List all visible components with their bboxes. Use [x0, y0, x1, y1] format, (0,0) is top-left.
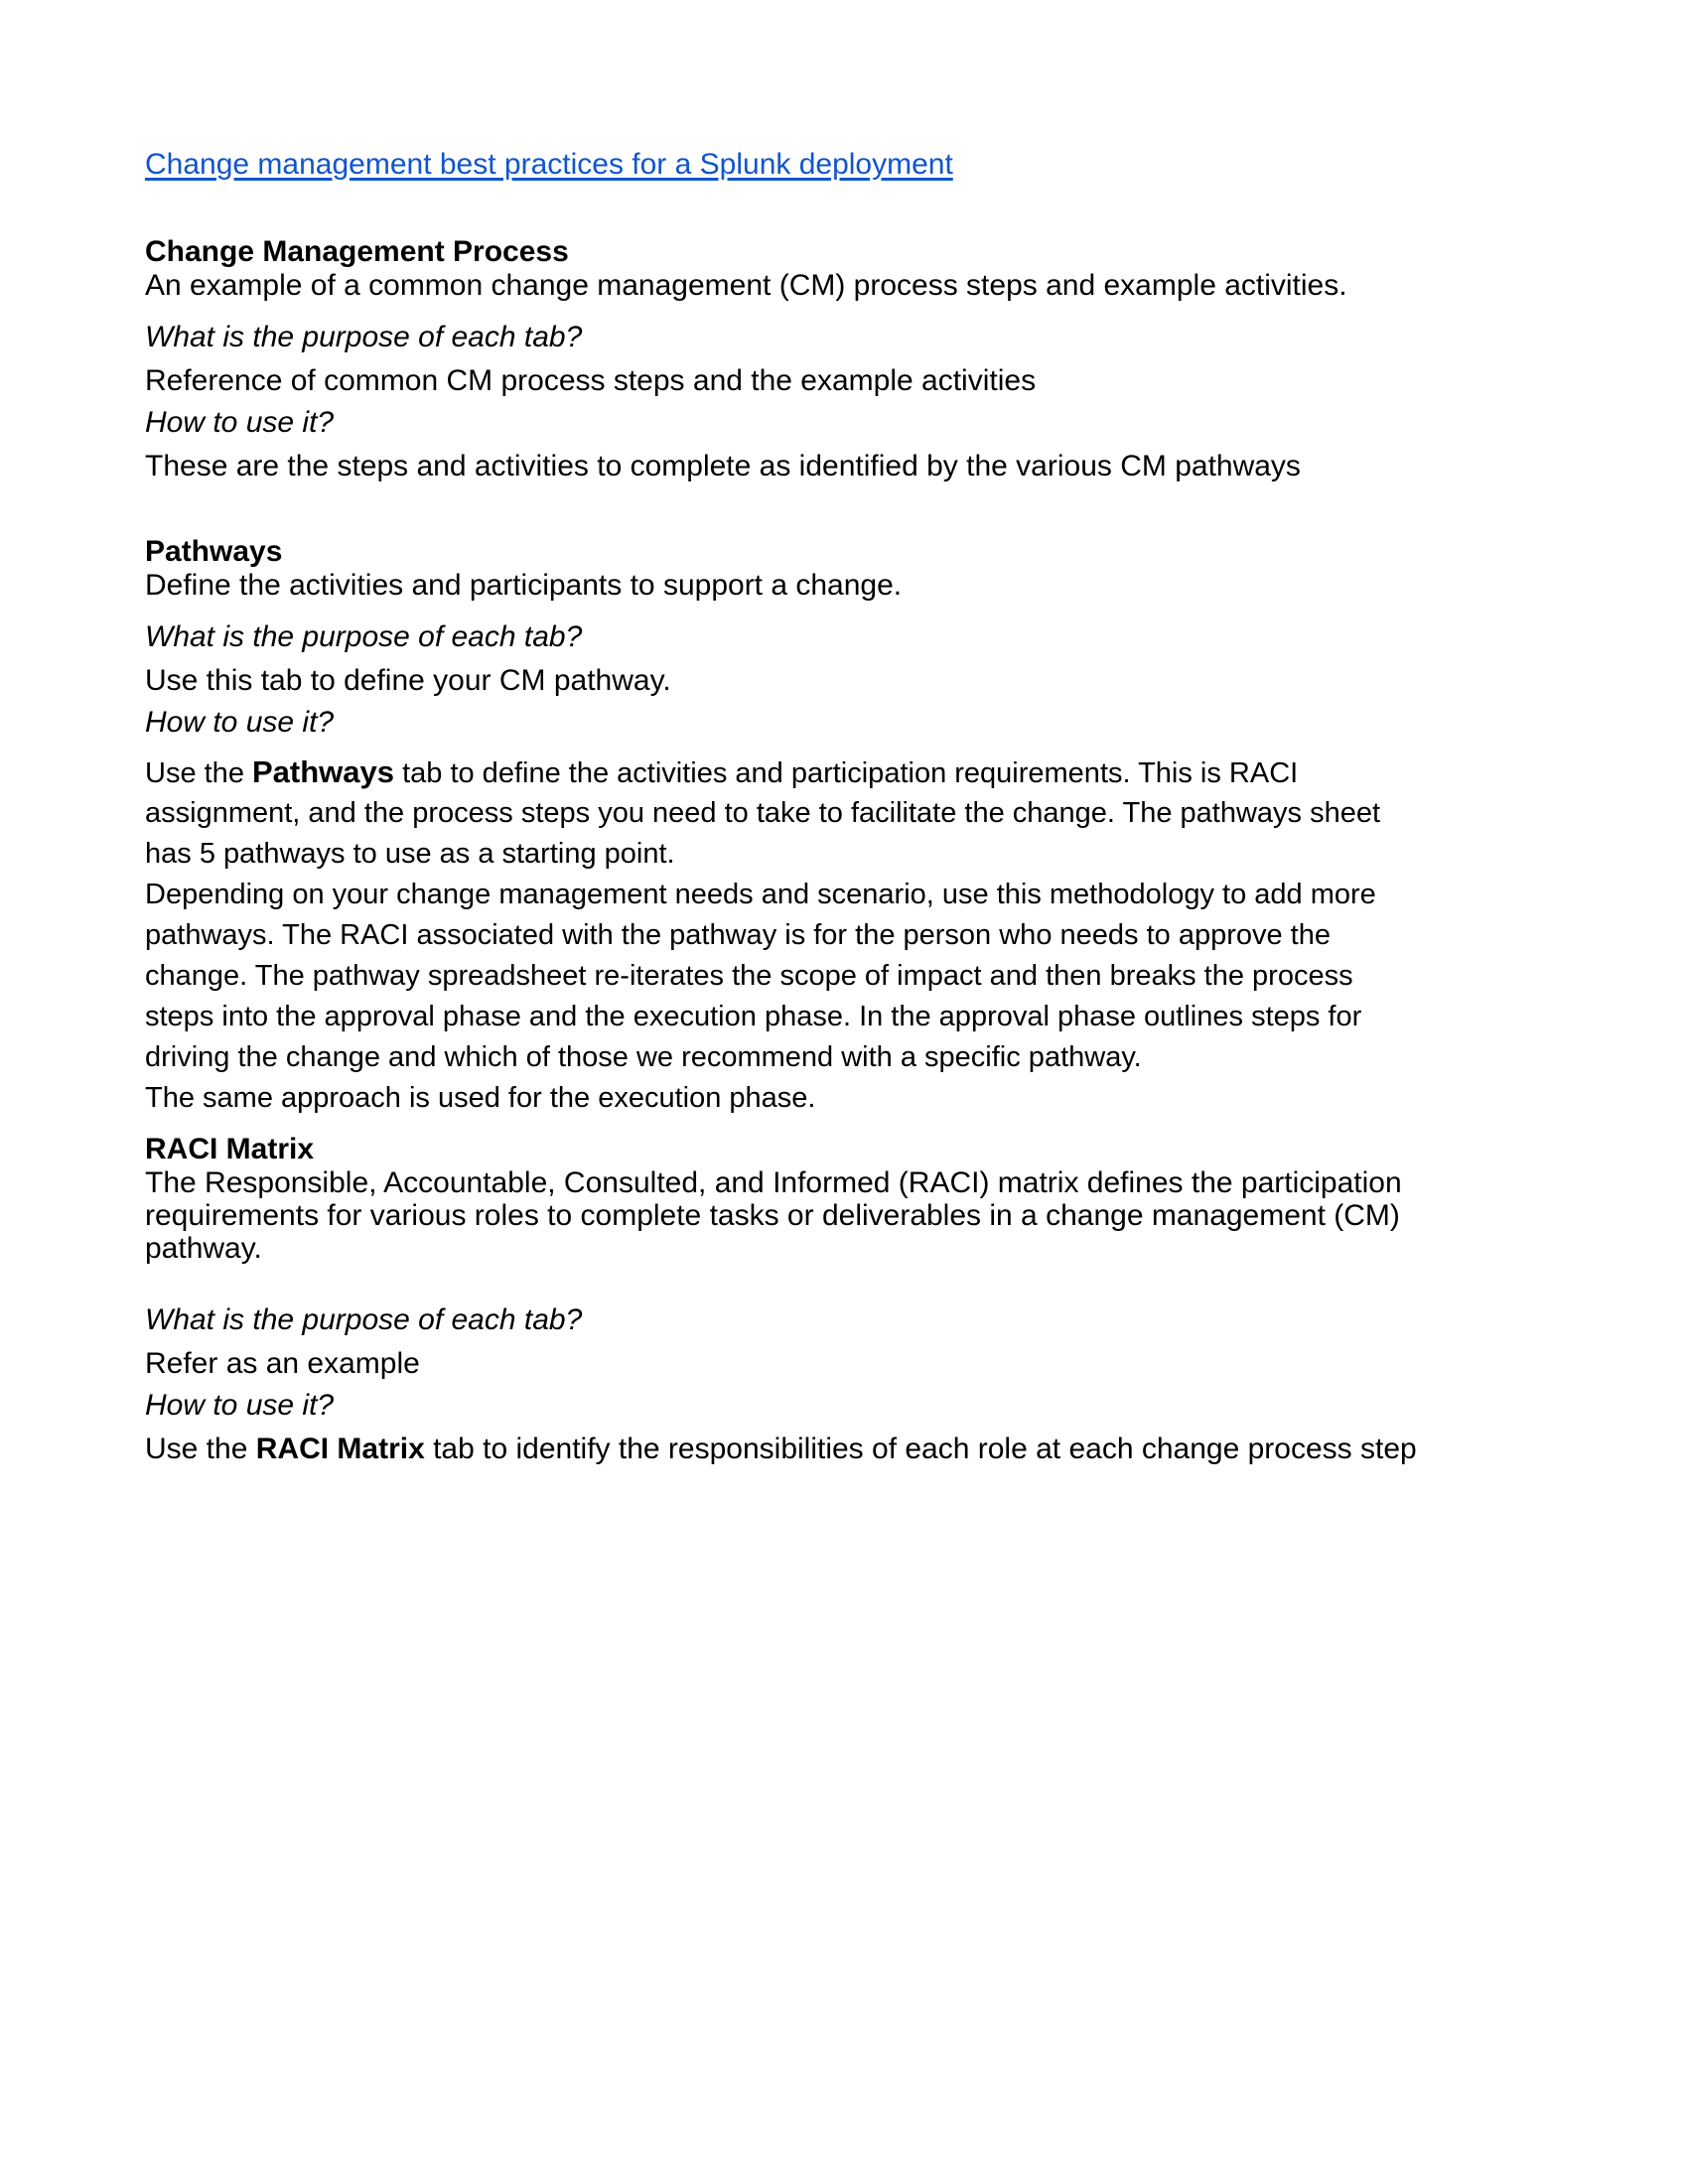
- howto-paragraph-line-6: change. The pathway spreadsheet re-iterates the scope of impact and then breaks the process: [145, 960, 1353, 992]
- section-description-line-1: The Responsible, Accountable, Consulted, and Informed (RACI) matrix defines the participation: [145, 1166, 1402, 1199]
- section-description: An example of a common change management (CM) process steps and example activities.: [145, 269, 1347, 302]
- howto-paragraph-line-3: has 5 pathways to use as a starting point.: [145, 838, 675, 870]
- section-description: Define the activities and participants to support a change.: [145, 569, 903, 602]
- howto-text-segment: tab to define the activities and participation requirements. This is RACI: [394, 757, 1299, 789]
- raci-matrix-tab-name: RACI Matrix: [255, 1433, 425, 1465]
- purpose-label: What is the purpose of each tab?: [145, 1303, 583, 1336]
- howto-paragraph-line-8: driving the change and which of those we recommend with a specific pathway.: [145, 1041, 1142, 1073]
- purpose-text: Use this tab to define your CM pathway.: [145, 664, 671, 697]
- howto-label: How to use it?: [145, 706, 335, 739]
- howto-label: How to use it?: [145, 406, 335, 439]
- section-heading-raci-matrix: RACI Matrix: [145, 1133, 315, 1165]
- purpose-text: Refer as an example: [145, 1347, 420, 1380]
- howto-text-segment: Use the: [145, 757, 252, 789]
- section-heading-change-management-process: Change Management Process: [145, 235, 569, 268]
- section-description-line-3: pathway.: [145, 1232, 262, 1265]
- howto-text-segment: Use the: [145, 1433, 256, 1465]
- howto-text-segment: tab to identify the responsibilities of each role at each change process step: [424, 1433, 1417, 1465]
- howto-paragraph-line-1: [145, 754, 1298, 791]
- howto-paragraph-line-5: pathways. The RACI associated with the pathway is for the person who needs to approve the: [145, 919, 1331, 951]
- section-description-line-2: requirements for various roles to complete tasks or deliverables in a change management (CM): [145, 1199, 1400, 1232]
- purpose-label: What is the purpose of each tab?: [145, 321, 583, 353]
- howto-paragraph-line-2: assignment, and the process steps you need to take to facilitate the change. The pathways sheet: [145, 797, 1381, 829]
- section-heading-pathways: Pathways: [145, 535, 283, 568]
- howto-paragraph-line-9: The same approach is used for the execution phase.: [145, 1082, 816, 1114]
- purpose-text: Reference of common CM process steps and the example activities: [145, 364, 1037, 397]
- title-link[interactable]: Change management best practices for a Splunk deployment: [145, 148, 953, 181]
- pathways-tab-name: Pathways: [252, 754, 395, 789]
- howto-label: How to use it?: [145, 1389, 335, 1422]
- howto-text: [145, 1432, 1417, 1467]
- howto-text: These are the steps and activities to complete as identified by the various CM pathways: [145, 450, 1301, 482]
- howto-paragraph-line-7: steps into the approval phase and the execution phase. In the approval phase outlines steps for: [145, 1001, 1362, 1032]
- howto-paragraph-line-4: Depending on your change management needs and scenario, use this methodology to add more: [145, 879, 1376, 910]
- purpose-label: What is the purpose of each tab?: [145, 620, 583, 653]
